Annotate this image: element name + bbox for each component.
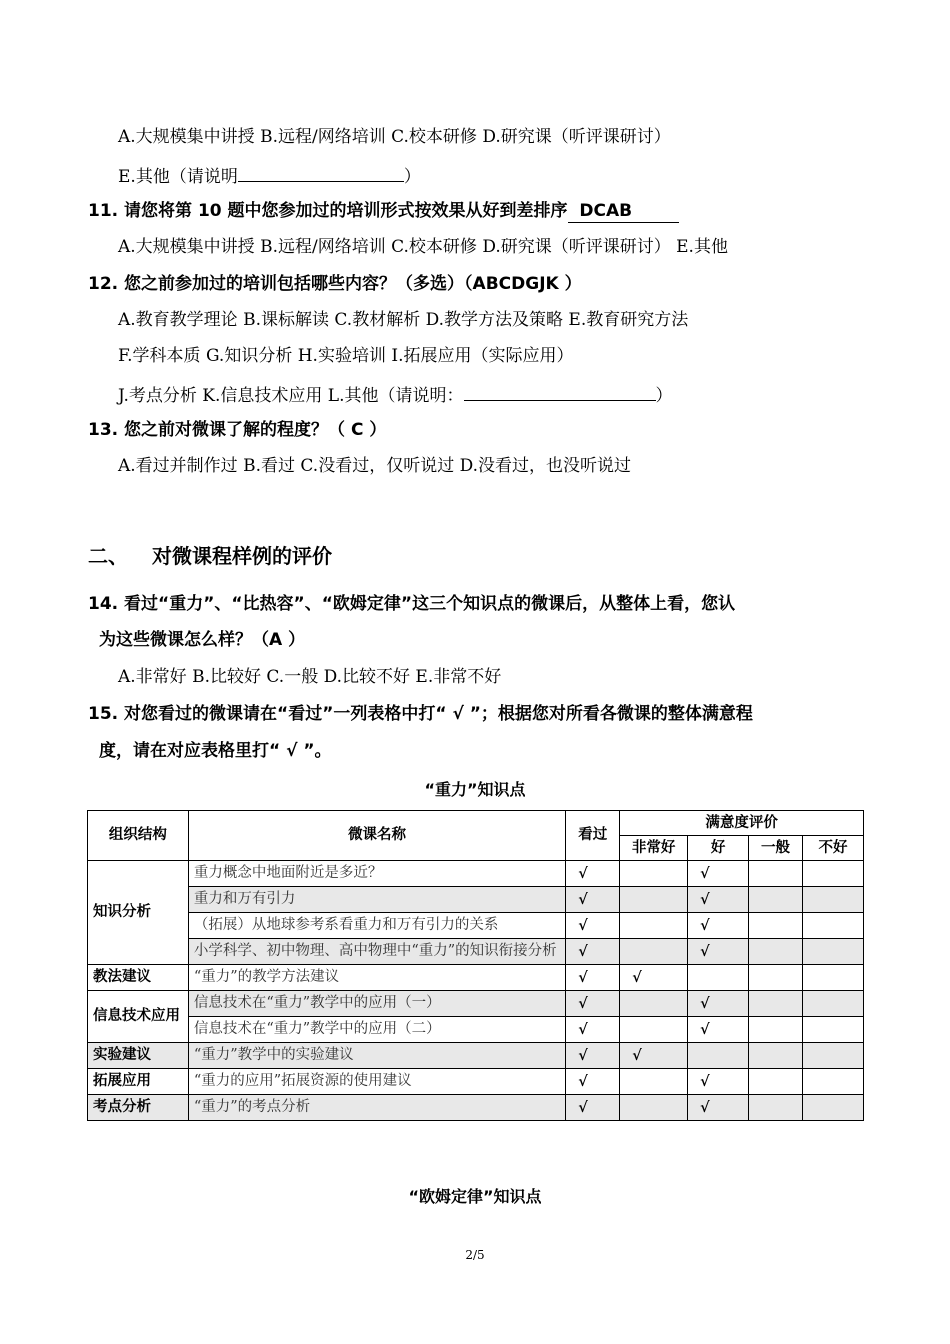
cell-good[interactable]: √: [688, 913, 749, 939]
cell-seen[interactable]: √: [566, 1017, 620, 1043]
cell-very-good[interactable]: [620, 991, 688, 1017]
cell-seen[interactable]: √: [566, 1069, 620, 1095]
q11-answer[interactable]: DCAB: [567, 201, 680, 221]
cell-very-good[interactable]: [620, 913, 688, 939]
cell-good[interactable]: √: [688, 1095, 749, 1121]
section-heading: [88, 540, 332, 569]
cell-very-good[interactable]: [620, 1095, 688, 1121]
table-row: [88, 861, 864, 887]
row-name: “重力”的教学方法建议: [188, 965, 565, 991]
group-knowledge: 知识分析: [88, 861, 189, 965]
cell-fair[interactable]: [749, 887, 803, 913]
cell-bad[interactable]: [803, 965, 864, 991]
cell-fair[interactable]: [749, 939, 803, 965]
q14-text-line1: 14. 看过“重力”、“比热容”、“欧姆定律”这三个知识点的微课后，从整体上看，您认: [88, 594, 736, 614]
cell-seen[interactable]: √: [566, 991, 620, 1017]
cell-very-good[interactable]: √: [620, 1043, 688, 1069]
header-name: 微课名称: [188, 811, 565, 861]
q10-other-blank[interactable]: [238, 163, 404, 182]
header-org: 组织结构: [88, 811, 189, 861]
group-method: 教法建议: [88, 965, 189, 991]
group-exam: 考点分析: [88, 1095, 189, 1121]
q12-text: 12. 您之前参加过的培训包括哪些内容？（多选）（ABCDGJK ）: [88, 274, 582, 294]
cell-bad[interactable]: [803, 861, 864, 887]
row-name: “重力的应用”拓展资源的使用建议: [188, 1069, 565, 1095]
q12-other-blank[interactable]: [464, 382, 656, 401]
cell-seen[interactable]: √: [566, 913, 620, 939]
row-name: 信息技术在“重力”教学中的应用（一）: [188, 991, 565, 1017]
table-row: [88, 965, 864, 991]
q15-text-line2: 度，请在对应表格里打“ √ ”。: [99, 741, 332, 761]
group-extension: 拓展应用: [88, 1069, 189, 1095]
row-name: 重力概念中地面附近是多近？: [188, 861, 565, 887]
cell-good[interactable]: √: [688, 1017, 749, 1043]
gravity-evaluation-table: [87, 810, 864, 1121]
row-name: 重力和万有引力: [188, 887, 565, 913]
cell-fair[interactable]: [749, 991, 803, 1017]
q12-options-line2: F.学科本质 G.知识分析 H.实验培训 I.拓展应用（实际应用）: [118, 346, 574, 366]
table-row: [88, 1017, 864, 1043]
page-number: 2/5: [465, 1248, 485, 1262]
header-very-good: 非常好: [620, 836, 688, 861]
cell-bad[interactable]: [803, 939, 864, 965]
group-it: 信息技术应用: [88, 991, 189, 1043]
table-gravity-caption: “重力”知识点: [424, 780, 526, 799]
cell-seen[interactable]: √: [566, 939, 620, 965]
cell-seen[interactable]: √: [566, 887, 620, 913]
cell-very-good[interactable]: [620, 939, 688, 965]
cell-bad[interactable]: [803, 991, 864, 1017]
header-rating: 满意度评价: [620, 811, 864, 836]
cell-very-good[interactable]: √: [620, 965, 688, 991]
cell-fair[interactable]: [749, 1043, 803, 1069]
cell-fair[interactable]: [749, 913, 803, 939]
cell-good[interactable]: √: [688, 991, 749, 1017]
row-name: “重力”的考点分析: [188, 1095, 565, 1121]
table-row: [88, 1095, 864, 1121]
cell-good[interactable]: √: [688, 861, 749, 887]
q11-text: 11. 请您将第 10 题中您参加过的培训形式按效果从好到差排序 DCAB: [88, 201, 680, 221]
section-number: 二、: [88, 544, 128, 568]
q10-options-line2: E.其他（请说明 ）: [118, 163, 421, 188]
header-good: 好: [688, 836, 749, 861]
cell-seen[interactable]: √: [566, 1043, 620, 1069]
q14-text-line2: 为这些微课怎么样？（A ）: [99, 630, 306, 650]
q12-options-line1: A.教育教学理论 B.课标解读 C.教材解析 D.教学方法及策略 E.教育研究方法: [118, 310, 689, 330]
cell-seen[interactable]: √: [566, 861, 620, 887]
q12-options-line3: J.考点分析 K.信息技术应用 L.其他（请说明： ）: [118, 382, 673, 407]
table-row: [88, 991, 864, 1017]
cell-good[interactable]: √: [688, 1069, 749, 1095]
q13-options: A.看过并制作过 B.看过 C.没看过，仅听说过 D.没看过，也没听说过: [118, 456, 632, 476]
header-bad: 不好: [803, 836, 864, 861]
cell-fair[interactable]: [749, 965, 803, 991]
cell-fair[interactable]: [749, 861, 803, 887]
cell-very-good[interactable]: [620, 1017, 688, 1043]
row-name: （拓展）从地球参考系看重力和万有引力的关系: [188, 913, 565, 939]
cell-good[interactable]: [688, 965, 749, 991]
q13-text: 13. 您之前对微课了解的程度？（ C ）: [88, 420, 387, 440]
cell-seen[interactable]: √: [566, 1095, 620, 1121]
cell-good[interactable]: √: [688, 939, 749, 965]
cell-good[interactable]: √: [688, 887, 749, 913]
q10-options-line1: A.大规模集中讲授 B.远程/网络培训 C.校本研修 D.研究课（听评课研讨）: [118, 127, 671, 147]
cell-bad[interactable]: [803, 913, 864, 939]
table-ohms-law-caption: “欧姆定律”知识点: [408, 1187, 542, 1206]
header-fair: 一般: [749, 836, 803, 861]
cell-seen[interactable]: √: [566, 965, 620, 991]
cell-bad[interactable]: [803, 1043, 864, 1069]
row-name: 小学科学、初中物理、高中物理中“重力”的知识衔接分析: [188, 939, 565, 965]
cell-very-good[interactable]: [620, 861, 688, 887]
q14-options: A.非常好 B.比较好 C.一般 D.比较不好 E.非常不好: [118, 667, 502, 687]
header-seen: 看过: [566, 811, 620, 861]
cell-fair[interactable]: [749, 1017, 803, 1043]
cell-very-good[interactable]: [620, 1069, 688, 1095]
cell-bad[interactable]: [803, 1095, 864, 1121]
table-row: [88, 887, 864, 913]
cell-good[interactable]: [688, 1043, 749, 1069]
cell-fair[interactable]: [749, 1095, 803, 1121]
group-experiment: 实验建议: [88, 1043, 189, 1069]
table-row: [88, 939, 864, 965]
cell-very-good[interactable]: [620, 887, 688, 913]
cell-bad[interactable]: [803, 1017, 864, 1043]
q15-text-line1: 15. 对您看过的微课请在“看过”一列表格中打“ √ ”；根据您对所看各微课的整体满意程: [88, 704, 753, 724]
section-title: 对微课程样例的评价: [152, 544, 332, 568]
table-row: [88, 1069, 864, 1095]
q11-options: A.大规模集中讲授 B.远程/网络培训 C.校本研修 D.研究课（听评课研讨） E.其他: [118, 237, 728, 257]
row-name: “重力”教学中的实验建议: [188, 1043, 565, 1069]
table-row: [88, 1043, 864, 1069]
cell-bad[interactable]: [803, 1069, 864, 1095]
table-row: [88, 913, 864, 939]
cell-fair[interactable]: [749, 1069, 803, 1095]
row-name: 信息技术在“重力”教学中的应用（二）: [188, 1017, 565, 1043]
cell-bad[interactable]: [803, 887, 864, 913]
